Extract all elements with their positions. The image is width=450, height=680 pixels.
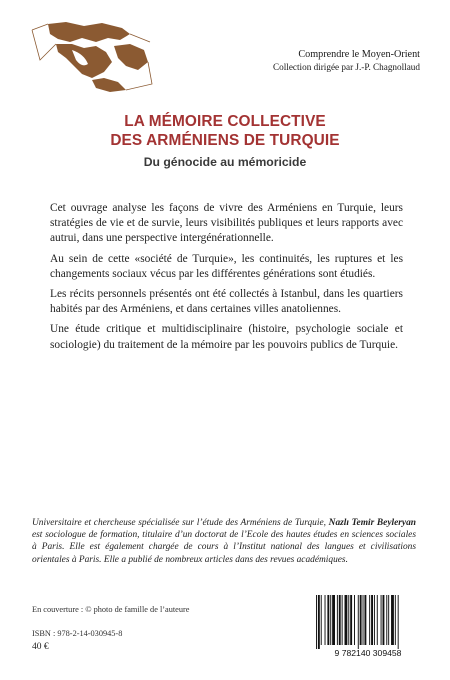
barcode-bar (395, 595, 396, 645)
barcode-bar (337, 595, 338, 645)
collection-series: Comprendre le Moyen-Orient (298, 49, 420, 60)
barcode-bar (363, 595, 364, 645)
barcode-bar (318, 595, 320, 649)
collection-director: Collection dirigée par J.-P. Chagnollaud (273, 62, 420, 72)
price: 40 € (32, 642, 49, 652)
barcode-bar (330, 595, 331, 645)
bio-rest: est sociologue de formation, titulaire d’un doctorat de l’Ecole des hautes études en sciences sociales à Paris. Elle est également chargée de cours à l’Institut national des langues et civilisations orientales à Paris. Elle a publié de nombreux articles dans des revues académiques. (32, 530, 416, 565)
book-subtitle: Du génocide au mémoricide (143, 155, 307, 169)
barcode-bar (369, 595, 370, 645)
barcode-bar (360, 595, 362, 645)
barcode-bar (316, 595, 317, 649)
book-title (0, 112, 450, 150)
summary-paragraph-3: Les récits personnels présentés ont été collectés à Istanbul, dans les quartiers habités par des Arméniens, et dans certaines villes anatoliennes. (50, 288, 403, 316)
title-line-1: LA MÉMOIRE COLLECTIVE (124, 113, 326, 130)
barcode-bar (339, 595, 341, 645)
barcode-bar (342, 595, 343, 645)
barcode-bar (348, 595, 349, 645)
middle-east-map-logo (26, 20, 154, 94)
barcode-icon (310, 593, 426, 659)
barcode-bar (332, 595, 335, 645)
barcode-bar (345, 595, 348, 645)
summary-paragraph-4: Une étude critique et multidisciplinaire (histoire, psychologie sociale et sociologie) du traitement de la mémoire par les pouvoirs publics de Turquie. (50, 323, 403, 351)
isbn: ISBN : 978-2-14-030945-8 (32, 629, 123, 638)
barcode-bar (354, 595, 355, 645)
summary-paragraph-2: Au sein de cette «société de Turquie», les continuités, les ruptures et les changements sociaux vécus par les différentes générations sont étudiés. (50, 252, 403, 280)
barcode-bar (374, 595, 375, 645)
barcode-bar (327, 595, 329, 645)
barcode-bar (321, 595, 322, 645)
title-line-2: DES ARMÉNIENS DE TURQUIE (110, 132, 340, 149)
barcode-bar (383, 595, 385, 645)
barcode-bar (398, 595, 399, 649)
barcode-bar (381, 595, 382, 645)
back-cover-summary (50, 201, 403, 358)
author-name: Nazlı Temir Beyleryan (328, 518, 416, 528)
barcode-bar (371, 595, 373, 645)
barcode-bar (388, 595, 389, 645)
author-bio (32, 517, 416, 566)
barcode-bars (316, 595, 399, 649)
cover-credit: En couverture : © photo de famille de l’auteure (32, 605, 190, 614)
summary-paragraph-1: Cet ouvrage analyse les façons de vivre des Arméniens en Turquie, leurs stratégies de vie et de survie, leurs visibilités publiques et leurs rapports avec autrui, dans une perspective intergénérationnelle. (50, 202, 403, 245)
barcode-bar (364, 595, 366, 645)
barcode-number: 9 782140 309458 (334, 648, 402, 658)
barcode-bar (377, 595, 378, 645)
barcode-bar (386, 595, 387, 645)
barcode-bar (325, 595, 326, 645)
bio-intro: Universitaire et chercheuse spécialisée sur l’étude des Arméniens de Turquie, (32, 518, 329, 528)
barcode-bar (358, 595, 359, 649)
barcode-bar (391, 595, 394, 645)
barcode-bar (350, 595, 352, 645)
collection-info (273, 48, 420, 74)
